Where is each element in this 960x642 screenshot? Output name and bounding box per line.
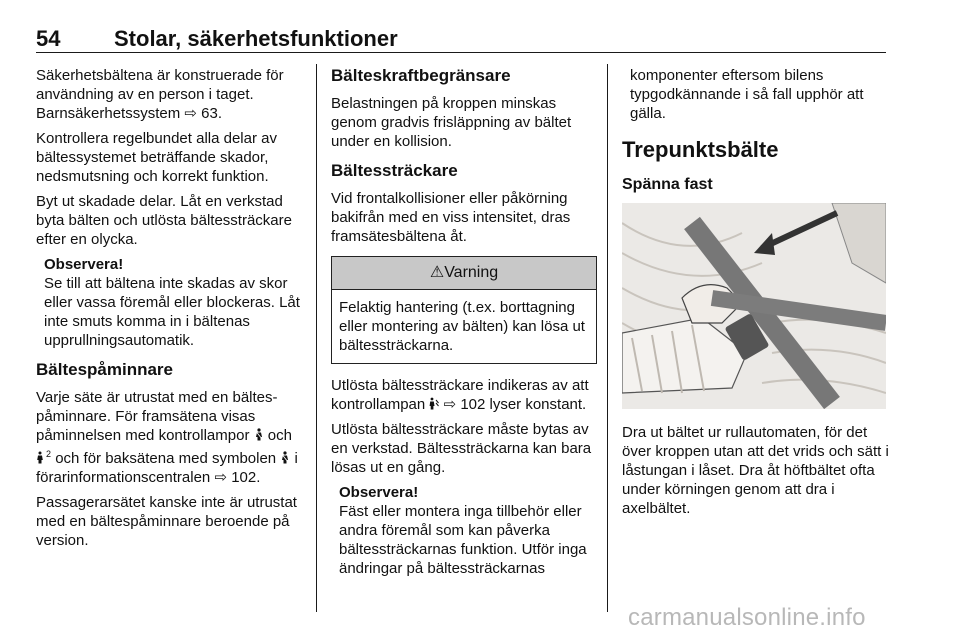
seatbelt-icon [254, 428, 264, 441]
chapter-heading: Trepunktsbälte [622, 137, 779, 162]
page-title: Stolar, säkerhetsfunktioner [114, 26, 398, 51]
paragraph: Dra ut bältet ur rullautomaten, för det över kroppen utan att det vrids och sätt i låstungan i låset. Dra åt höftbältet ofta under körningen genom att dra i axelbältet. [622, 424, 889, 517]
subsection-heading: Spänna fast [622, 176, 713, 193]
paragraph: Varje säte är utrustat med en bältespåminnare. För framsätena visas påminnelsen med kontrollampor och $^2$ och för baksätena med symbolen i förarinformationscentralen ⇨ 102. [36, 389, 298, 486]
reference-arrow-icon: ⇨ [443, 396, 457, 413]
warning-text: Felaktig hantering (t.ex. borttagning eller montering av bälten) kan lösa ut bältessträckarna. [339, 299, 585, 354]
reference-arrow-icon: ⇨ [184, 105, 197, 122]
paragraph: Säkerhetsbältena är konstruerade för användning av en person i taget. Barnsäkerhetssystem ⇨ 63. [36, 67, 284, 122]
paragraph: Utlösta bältessträckare indikeras av att kontrollampan ⇨ 102 lyser konstant. [331, 377, 589, 413]
paragraph: Kontrollera regelbundet alla delar av bältessystemet beträffande skador, nedsmutsning och korrekt funktion. [36, 130, 277, 185]
note-title: Observera! [339, 484, 419, 501]
seatbelt-index: 2 [46, 449, 52, 459]
seatbelt-tensioner-icon [429, 397, 439, 410]
column-divider [607, 64, 608, 612]
column-1 [36, 66, 304, 556]
note-text: Se till att bältena inte skadas av skor eller vassa föremål eller blockeras. Låt inte smuts komma in i bältenas upprullningsautomatik. [44, 275, 300, 349]
warning-icon: ⚠ [429, 264, 445, 281]
warning-box [331, 256, 597, 364]
seatbelt-rear-icon [36, 451, 46, 464]
paragraph: Passagerarsätet kanske inte är utrustat med en bältespåminnare beroende på version. [36, 494, 297, 549]
seatbelt-icon [280, 451, 290, 464]
paragraph: Belastningen på kroppen minskas genom gradvis frisläppning av bältet under en kollision. [331, 95, 572, 150]
reference-arrow-icon: ⇨ [214, 469, 228, 486]
section-heading: Bältessträckare [331, 161, 458, 180]
page-header [36, 24, 886, 53]
warning-header [332, 257, 596, 290]
column-2 [331, 66, 597, 584]
note-continuation: komponenter eftersom bilens typgodkännande i så fall upphör att gälla. [630, 67, 864, 122]
note-block [339, 483, 597, 578]
note-block [44, 255, 304, 350]
paragraph: Vid frontalkollisioner eller påkörning bakifrån med en viss intensitet, dras framsätesbältena åt. [331, 190, 571, 245]
warning-title: Varning [444, 264, 499, 281]
paragraph: Byt ut skadade delar. Låt en verkstad byta bälten och utlösta bältessträckare efter en olycka. [36, 193, 292, 248]
paragraph: Utlösta bältessträckare måste bytas av en verkstad. Bältessträckarna kan bara lösas ut en gång. [331, 421, 592, 476]
seatbelt-fastening-illustration [622, 203, 886, 409]
note-text: Fäst eller montera inga tillbehör eller andra föremål som kan påverka bältessträckarnas funktion. Utför inga ändringar på bältessträckarnas [339, 503, 587, 577]
column-divider [316, 64, 317, 612]
watermark: carmanualsonline.info [628, 604, 866, 631]
section-heading: Bälteskraftbegränsare [331, 66, 511, 85]
column-3 [622, 66, 890, 524]
page-number: 54 [36, 26, 61, 51]
note-title: Observera! [44, 256, 124, 273]
section-heading: Bältespåminnare [36, 360, 173, 379]
